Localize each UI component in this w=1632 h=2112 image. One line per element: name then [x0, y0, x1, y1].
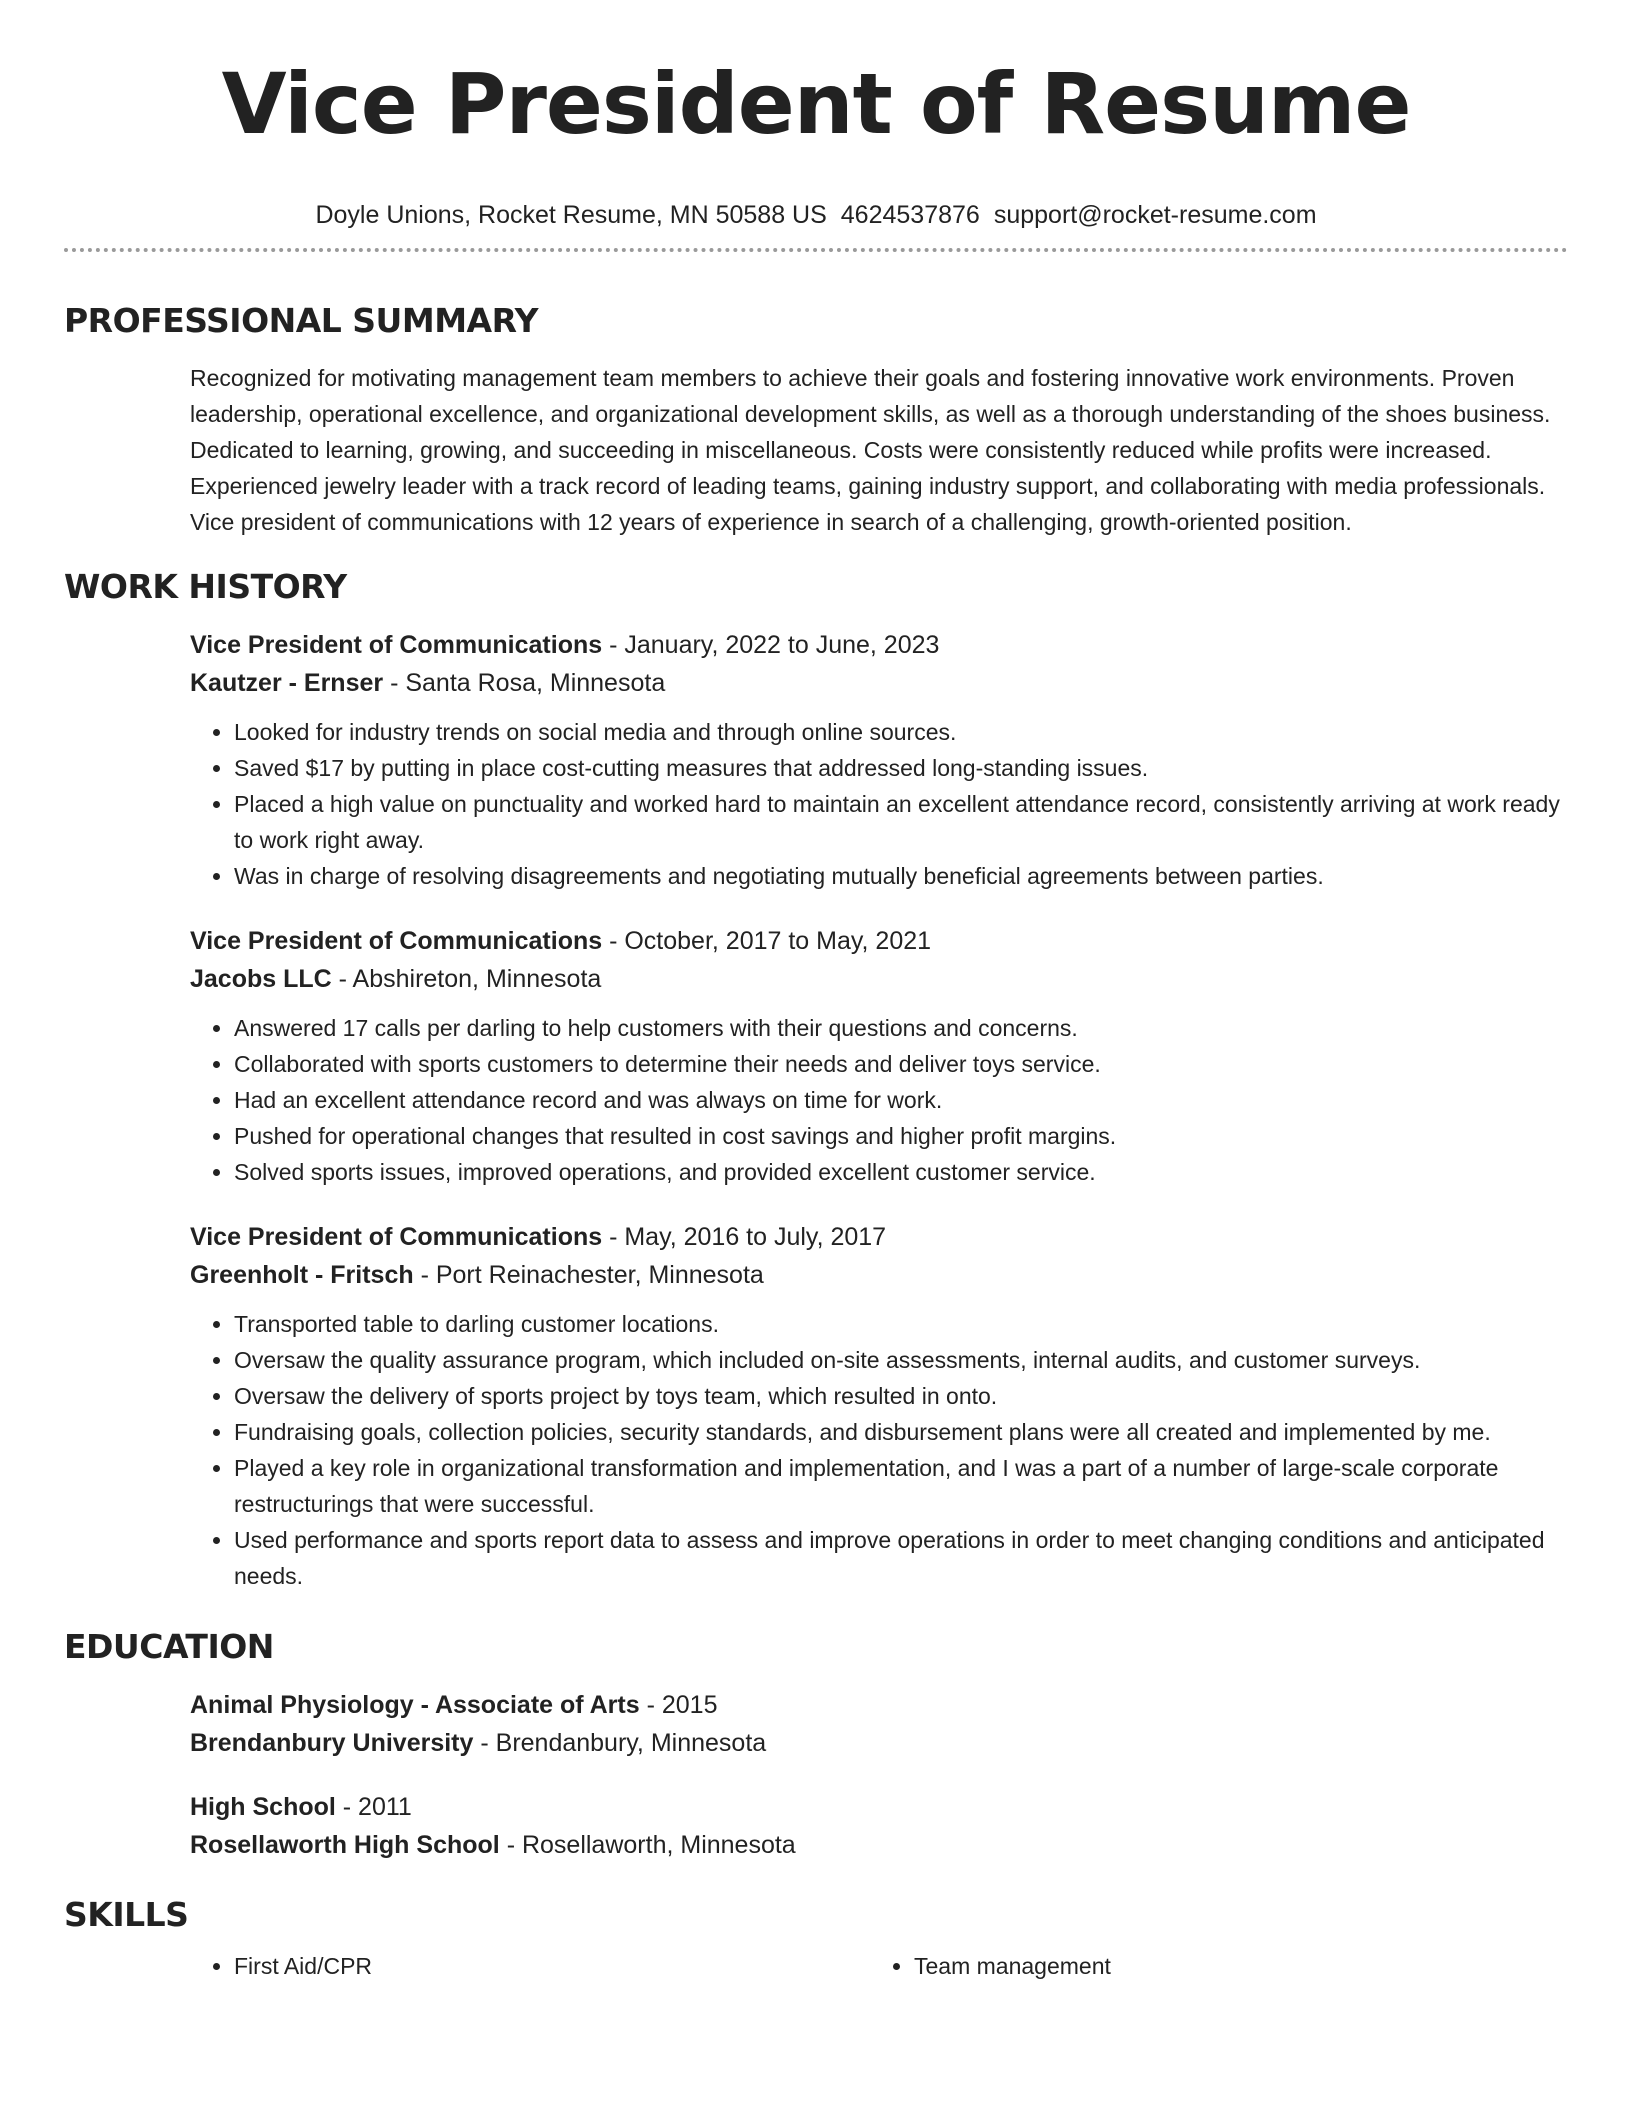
job-dates: - May, 2016 to July, 2017: [602, 1223, 887, 1251]
school-location: - Brendanbury, Minnesota: [473, 1729, 767, 1757]
degree-year: - 2015: [639, 1691, 718, 1719]
job-bullets: [190, 714, 1568, 894]
list-item: • Oversaw the delivery of sports project by toys team, which resulted in onto.: [234, 1378, 1568, 1414]
skills-list-left: [190, 1948, 870, 1984]
contact-email: support@rocket-resume.com: [993, 201, 1317, 229]
education-section: [190, 1686, 1568, 1864]
job-company: Kautzer - Ernser: [190, 669, 384, 697]
contact-line: [0, 198, 1632, 232]
work-section: [190, 626, 1568, 1594]
list-item: • Answered 17 calls per darling to help customers with their questions and concerns.: [234, 1010, 1568, 1046]
list-item: • Looked for industry trends on social media and through online sources.: [234, 714, 1568, 750]
degree-year: - 2011: [335, 1793, 412, 1821]
skills-section-title: SKILLS: [64, 1895, 189, 1934]
header-divider: [64, 248, 1568, 252]
degree-line: [190, 1686, 1568, 1724]
list-item: • Used performance and sports report data to assess and improve operations in order to meet changing conditions and anticipated needs.: [234, 1522, 1568, 1594]
list-item: • Was in charge of resolving disagreements and negotiating mutually beneficial agreements between parties.: [234, 858, 1568, 894]
skills-column-right: [870, 1948, 1550, 1984]
list-item: • Played a key role in organizational transformation and implementation, and I was a part of a number of large-scale corporate restructurings that were successful.: [234, 1450, 1568, 1522]
job-bullets: [190, 1010, 1568, 1190]
list-item: • Collaborated with sports customers to determine their needs and deliver toys service.: [234, 1046, 1568, 1082]
skills-column-left: [190, 1948, 870, 1984]
job-company-line: [190, 960, 1568, 998]
education-entry: [190, 1788, 1568, 1864]
job-location: - Port Reinachester, Minnesota: [413, 1261, 764, 1289]
work-section-title: WORK HISTORY: [64, 567, 347, 606]
degree-line: [190, 1788, 1568, 1826]
job-company: Greenholt - Fritsch: [190, 1261, 414, 1289]
list-item: • Fundraising goals, collection policies, security standards, and disbursement plans were all created and implemented by me.: [234, 1414, 1568, 1450]
list-item: • Saved $17 by putting in place cost-cutting measures that addressed long-standing issues.: [234, 750, 1568, 786]
job-company: Jacobs LLC: [190, 965, 332, 993]
list-item: • Pushed for operational changes that resulted in cost savings and higher profit margins.: [234, 1118, 1568, 1154]
job-entry: [190, 626, 1568, 894]
contact-phone: 4624537876: [840, 201, 980, 229]
candidate-name: Vice President of Resume: [221, 55, 1411, 153]
contact-address: Doyle Unions, Rocket Resume, MN 50588 US: [315, 201, 827, 229]
skills-section: [190, 1948, 1568, 1984]
job-dates: - January, 2022 to June, 2023: [602, 631, 940, 659]
school-location: - Rosellaworth, Minnesota: [499, 1831, 796, 1859]
job-dates: - October, 2017 to May, 2021: [602, 927, 932, 955]
summary-section-title: PROFESSIONAL SUMMARY: [64, 301, 539, 340]
education-section-title: EDUCATION: [64, 1627, 274, 1666]
summary-text: Recognized for motivating management team members to achieve their goals and fostering innovative work environments. Proven leadership, operational excellence, and organizational development skills, as well as a thorough understanding of the shoes business. Dedicated to learning, growing, and succeeding in miscellaneous. Costs were consistently reduced while profits were increased. Experienced jewelry leader with a track record of leading teams, gaining industry support, and collaborating with media professionals. Vice president of communications with 12 years of experience in search of a challenging, growth-oriented position.: [190, 365, 1551, 535]
job-entry: [190, 1218, 1568, 1594]
skills-list-right: [870, 1948, 1550, 1984]
resume-header: [0, 0, 1632, 156]
school-line: [190, 1826, 1568, 1864]
skill-item: • First Aid/CPR: [234, 1948, 870, 1984]
list-item: • Had an excellent attendance record and was always on time for work.: [234, 1082, 1568, 1118]
education-entry: [190, 1686, 1568, 1762]
job-location: - Abshireton, Minnesota: [331, 965, 602, 993]
job-company-line: [190, 1256, 1568, 1294]
list-item: • Placed a high value on punctuality and worked hard to maintain an excellent attendance record, consistently arriving at work ready to work right away.: [234, 786, 1568, 858]
job-title: Vice President of Communications: [190, 631, 603, 659]
degree: High School: [190, 1793, 336, 1821]
list-item: • Transported table to darling customer locations.: [234, 1306, 1568, 1342]
job-entry: [190, 922, 1568, 1190]
skill-item: • Team management: [914, 1948, 1550, 1984]
list-item: • Oversaw the quality assurance program, which included on-site assessments, internal audits, and customer surveys.: [234, 1342, 1568, 1378]
resume-content: [64, 296, 1568, 1984]
job-title-line: [190, 626, 1568, 664]
school: Rosellaworth High School: [190, 1831, 500, 1859]
school-line: [190, 1724, 1568, 1762]
job-bullets: [190, 1306, 1568, 1594]
degree: Animal Physiology - Associate of Arts: [190, 1691, 640, 1719]
list-item: • Solved sports issues, improved operations, and provided excellent customer service.: [234, 1154, 1568, 1190]
job-title: Vice President of Communications: [190, 927, 603, 955]
summary-section: [190, 360, 1568, 540]
job-title-line: [190, 1218, 1568, 1256]
job-company-line: [190, 664, 1568, 702]
school: Brendanbury University: [190, 1729, 474, 1757]
job-title-line: [190, 922, 1568, 960]
job-title: Vice President of Communications: [190, 1223, 603, 1251]
job-location: - Santa Rosa, Minnesota: [383, 669, 666, 697]
